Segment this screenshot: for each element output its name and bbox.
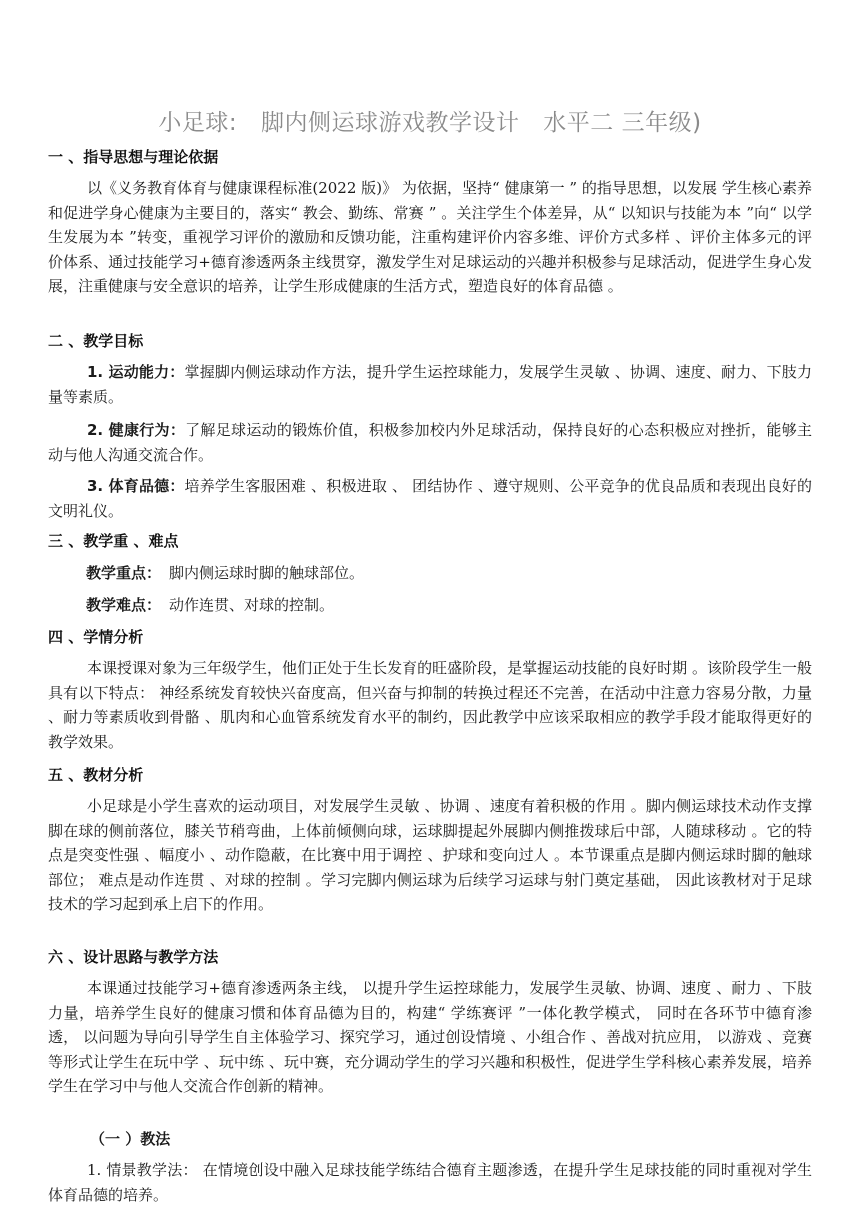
section-1-paragraph: 以《义务教育体育与健康课程标准(2022 版)》 为依据，坚持“ 健康第一 ” 的指导思想，以发展 学生核心素养和促进学身心健康为主要目的，落实“ 教会、勤练、常赛 ” 。关注学生个体差异，从“ 以知识与技能为本 ”向“ 以学生发展为本 ”转变，重视学习评价的激励和反馈功能，注重构建评价内容多维、评价方式多样 、评价主体多元的评价体系、通过技能学习+德育渗透两条主线贯穿，激发学生对足球运动的兴趣并积极参与足球活动，促进学生身心发展，注重健康与安全意识的培养，让学生形成健康的生活方式，塑造良好的体育品德 。: [48, 179, 812, 296]
section-5-paragraph: 小足球是小学生喜欢的运动项目，对发展学生灵敏 、协调 、速度有着积极的作用 。脚内侧运球技术动作支撑脚在球的侧前落位，膝关节稍弯曲，上体前倾侧向球，运球脚提起外展脚内侧推拨球后中部，人随球移动 。它的特点是突变性强 、幅度小 、动作隐蔽，在比赛中用于调控 、护球和变向过人 。本节课重点是脚内侧运球时脚的触球部位； 难点是动作连贯 、对球的控制 。学习完脚内侧运球为后续学习运球与射门奠定基础， 因此该教材对于足球技术的学习起到承上启下的作用。: [48, 797, 812, 914]
key-point-text: 脚内侧运球时脚的触球部位。: [169, 564, 365, 582]
difficulty-line: [86, 594, 334, 615]
objective-item-2: [48, 418, 812, 467]
sub-heading-teaching-method: （一 ）教法: [90, 1130, 171, 1148]
section-4-paragraph: 本课授课对象为三年级学生，他们正处于生长发育的旺盛阶段，是掌握运动技能的良好时期 。该阶段学生一般具有以下特点： 神经系统发育较快兴奋度高，但兴奋与抑制的转换过程还不完善，在活动中注意力容易分散，力量 、耐力等素质收到骨骼 、肌肉和心血管系统发育水平的制约，因此教学中应该采取相应的教学手段才能取得更好的教学效果。: [48, 659, 812, 751]
section-heading-1: 一 、指导思想与理论依据: [48, 148, 219, 166]
key-point-label: 教学重点：: [86, 564, 162, 582]
objective-label-3: 3. 体育品德：: [87, 477, 185, 495]
section-heading-2: 二 、教学目标: [48, 332, 144, 350]
key-point-line: [86, 562, 364, 583]
title-part-3: 水平二 三年级): [543, 110, 702, 136]
section-heading-3: 三 、教学重 、难点: [48, 532, 179, 550]
objective-text-1: 掌握脚内侧运球动作方法，提升学生运控球能力，发展学生灵敏 、协调、速度、耐力、下肢力量等素质。: [48, 363, 813, 406]
objective-text-2: 了解足球运动的锻炼价值，积极参加校内外足球活动，保持良好的心态积极应对挫折，能够主动与他人沟通交流合作。: [48, 421, 812, 464]
section-heading-5: 五 、教材分析: [48, 766, 144, 784]
difficulty-label: 教学难点：: [86, 596, 162, 614]
document-title: [0, 104, 860, 137]
objective-label-2: 2. 健康行为：: [87, 421, 186, 439]
objective-item-1: [48, 360, 812, 409]
section-heading-6: 六 、设计思路与教学方法: [48, 948, 219, 966]
difficulty-text: 动作连贯、对球的控制。: [169, 596, 335, 614]
section-heading-4: 四 、学情分析: [48, 628, 144, 646]
section-6-paragraph: 本课通过技能学习+德育渗透两条主线， 以提升学生运控球能力，发展学生灵敏、协调、速度 、耐力 、下肢力量，培养学生良好的健康习惯和体育品德为目的，构建“ 学练赛评 ”一体化教学模式， 同时在各环节中德育渗透， 以问题为导向引导学生自主体验学习、探究学习，通过创设情境 、小组合作 、善战对抗应用， 以游戏 、竞赛等形式让学生在玩中学 、玩中练 、玩中赛，充分调动学生的学习兴趣和积极性，促进学生学科核心素养发展，培养学生在学习中与他人交流合作创新的精神。: [48, 979, 812, 1096]
title-part-1: 小足球:: [158, 110, 238, 136]
objective-label-1: 1. 运动能力：: [87, 363, 185, 381]
title-part-2: 脚内侧运球游戏教学设计: [260, 110, 520, 136]
method-paragraph: 1. 情景教学法： 在情境创设中融入足球技能学练结合德育主题渗透，在提升学生足球技能的同时重视对学生体育品德的培养。: [48, 1161, 812, 1204]
objective-item-3: [48, 474, 812, 523]
objective-text-3: 培养学生客服困难 、积极进取 、 团结协作 、遵守规则、公平竞争的优良品质和表现出良好的文明礼仪。: [48, 477, 812, 520]
